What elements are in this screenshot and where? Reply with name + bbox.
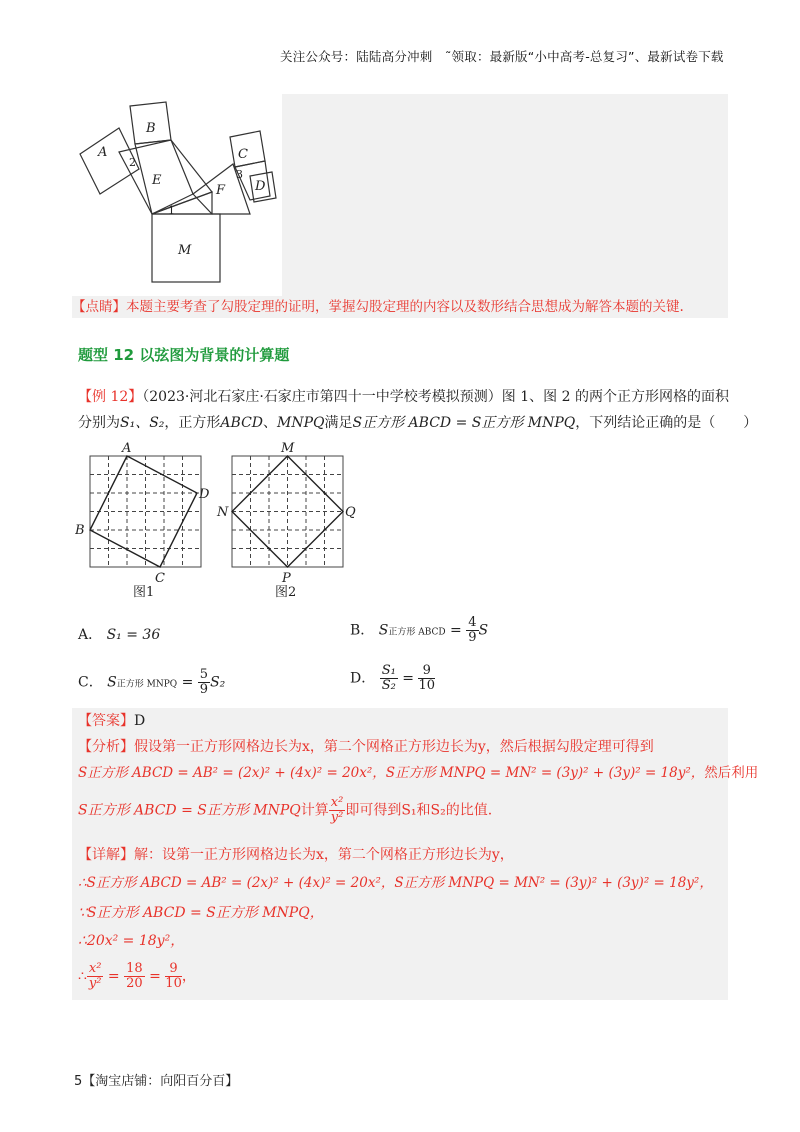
detail-frac-3 bbox=[165, 962, 182, 991]
label-c: C bbox=[238, 147, 248, 162]
option-b-sub: 正方形 ABCD bbox=[388, 627, 446, 638]
example-s1: S₁、S₂ bbox=[120, 415, 165, 431]
page-footer: 5【淘宝店铺：向阳百分百】 bbox=[74, 1074, 239, 1089]
detail-frac3-num: 9 bbox=[165, 962, 182, 977]
analysis-line-2 bbox=[78, 762, 758, 784]
grid2-label-m: M bbox=[281, 441, 295, 456]
option-c-eq: = bbox=[177, 674, 198, 691]
grid-2 bbox=[232, 456, 343, 567]
label-f: F bbox=[216, 183, 226, 198]
example-sep: 、 bbox=[263, 415, 278, 431]
detail-frac1-den: y² bbox=[88, 976, 102, 991]
option-d-den1: S₂ bbox=[381, 678, 396, 693]
detail-tag: 【详解】 bbox=[78, 847, 134, 863]
option-d-eq: = bbox=[397, 670, 419, 687]
label-m: M bbox=[178, 243, 192, 258]
label-d: D bbox=[255, 179, 266, 194]
option-c-label: C． bbox=[78, 674, 103, 691]
detail-line-3: ∵S正方形 ABCD = S正方形 MNPQ， bbox=[78, 905, 324, 921]
detail-text-1: 解：设第一正方形网格边长为x，第二个网格正方形边长为y， bbox=[134, 847, 514, 863]
option-c-s2: S₂ bbox=[210, 674, 226, 691]
example-line-1 bbox=[78, 386, 729, 408]
example-line-2 bbox=[78, 412, 757, 434]
detail-line-5: ∴ $\frac{\text{x²}}{\text{y²}}$ = $\frac{18}{20}$ = $\frac{9}{10}$ ， bbox=[78, 961, 196, 991]
option-d-label: D． bbox=[350, 670, 376, 687]
analysis-frac-den: y² bbox=[330, 810, 344, 825]
analysis-text-2b: 然后利用 bbox=[704, 765, 759, 781]
analysis-fraction bbox=[329, 796, 346, 825]
option-d-frac1 bbox=[380, 664, 398, 693]
tip-box bbox=[72, 296, 728, 318]
option-c-den: 9 bbox=[199, 682, 209, 697]
answer-value: D bbox=[134, 713, 146, 729]
grid1-caption: 图1 bbox=[133, 585, 155, 600]
option-d-num2: 9 bbox=[418, 664, 435, 679]
analysis-line-3 bbox=[78, 796, 492, 825]
detail-line-1 bbox=[78, 844, 514, 866]
detail-text-5a: ∴ bbox=[78, 968, 87, 985]
option-c-fraction bbox=[198, 668, 210, 697]
section-title: 题型 12 以弦图为背景的计算题 bbox=[78, 346, 290, 364]
label-e: E bbox=[152, 173, 162, 188]
analysis-tag: 【分析】 bbox=[78, 739, 134, 755]
option-a-text: S₁ = 36 bbox=[106, 627, 161, 643]
top-figure-area bbox=[72, 94, 728, 316]
example-text-2d: ，下列结论正确的是（ ） bbox=[575, 415, 758, 431]
grid1-label-b: B bbox=[75, 523, 85, 538]
example-text-2b: ，正方形 bbox=[164, 415, 221, 431]
label-2: 2 bbox=[129, 156, 136, 169]
analysis-text-1: 假设第一正方形网格边长为x，第二个网格正方形边长为y，然后根据勾股定理可得到 bbox=[134, 739, 654, 755]
grid1-label-c: C bbox=[155, 571, 165, 586]
option-b-num: 4 bbox=[468, 615, 477, 630]
option-a-label: A． bbox=[78, 627, 103, 643]
option-d-num1: S₁ bbox=[381, 663, 396, 678]
answer-tag: 【答案】 bbox=[78, 713, 134, 729]
grid2-caption: 图2 bbox=[275, 585, 297, 600]
analysis-text-3c: 即可得到S₁和S₂的比值. bbox=[345, 802, 493, 819]
option-d[interactable] bbox=[350, 664, 435, 693]
grid2-label-p: P bbox=[282, 571, 291, 586]
example-text-2c: 满足 bbox=[324, 415, 353, 431]
option-d-den2: 10 bbox=[418, 678, 435, 693]
option-c-num: 5 bbox=[199, 667, 209, 682]
detail-line-2: ∴S正方形 ABCD = AB² = (2x)² + (4x)² = 20x²，S正方形 MNPQ = MN² = (3y)² + (3y)² = 18y²， bbox=[78, 875, 713, 891]
tip-text: 本题主要考查了勾股定理的证明，掌握勾股定理的内容以及数形结合思想成为解答本题的关键. bbox=[126, 299, 684, 315]
detail-frac-1 bbox=[87, 962, 104, 991]
grid1-label-a: A bbox=[122, 441, 132, 456]
option-b-s2: S bbox=[478, 622, 489, 639]
grid2-label-q: Q bbox=[345, 505, 356, 520]
option-b-den: 9 bbox=[468, 630, 477, 645]
option-b[interactable] bbox=[350, 616, 488, 645]
example-text-1: （2023·河北石家庄·石家庄市第四十一中学校考模拟预测）图 1、图 2 的两个正方形网格的面积 bbox=[142, 389, 729, 405]
detail-frac-2 bbox=[124, 962, 145, 991]
detail-frac2-den: 20 bbox=[126, 976, 143, 991]
analysis-frac-num: x² bbox=[330, 795, 344, 810]
figure-gray-background bbox=[282, 94, 728, 298]
label-3: 3 bbox=[236, 168, 243, 181]
example-abcd: ABCD bbox=[220, 415, 264, 431]
option-b-fraction bbox=[466, 616, 478, 645]
answer-line bbox=[78, 710, 145, 732]
analysis-text-3a: S正方形 ABCD = S正方形 MNPQ bbox=[78, 802, 301, 819]
detail-frac2-num: 18 bbox=[126, 961, 143, 976]
label-a: A bbox=[98, 145, 108, 160]
option-c-s: S bbox=[107, 674, 117, 691]
detail-frac3-den: 10 bbox=[165, 976, 182, 991]
option-c[interactable] bbox=[78, 668, 225, 697]
option-b-eq: = bbox=[445, 622, 467, 639]
example-text-2a: 分别为 bbox=[78, 415, 120, 431]
label-1: 1 bbox=[168, 204, 175, 217]
example-tag: 【例 12】 bbox=[78, 389, 143, 405]
detail-line-4: ∴20x² = 18y²， bbox=[78, 933, 185, 949]
detail-frac1-num: x² bbox=[88, 961, 102, 976]
analysis-line-1 bbox=[78, 736, 654, 758]
analysis-text-2: S正方形 ABCD = AB² = (2x)² + (4x)² = 20x²，S正方形 MNPQ = MN² = (3y)² + (3y)² = 18y²， bbox=[78, 765, 705, 781]
option-b-label: B． bbox=[350, 622, 375, 639]
option-a[interactable] bbox=[78, 624, 160, 644]
option-c-sub: 正方形 MNPQ bbox=[116, 679, 178, 690]
detail-text-5b: ， bbox=[181, 968, 196, 985]
grid2-label-n: N bbox=[217, 505, 229, 520]
grid-1 bbox=[90, 456, 201, 567]
label-b: B bbox=[146, 121, 156, 136]
grid-figures bbox=[75, 436, 365, 606]
tip-tag: 【点睛】 bbox=[72, 299, 126, 315]
analysis-text-3b: 计算 bbox=[300, 802, 329, 819]
grid1-label-d: D bbox=[199, 487, 210, 502]
example-mnpq: MNPQ bbox=[277, 415, 325, 431]
option-d-frac2 bbox=[418, 664, 435, 693]
page-header: 关注公众号：陆陆高分冲刺 ˜领取：最新版“小中高考-总复习”、最新试卷下载 bbox=[280, 49, 724, 64]
option-b-s: S bbox=[378, 622, 389, 639]
example-condition: S正方形 ABCD = S正方形 MNPQ bbox=[352, 415, 576, 431]
